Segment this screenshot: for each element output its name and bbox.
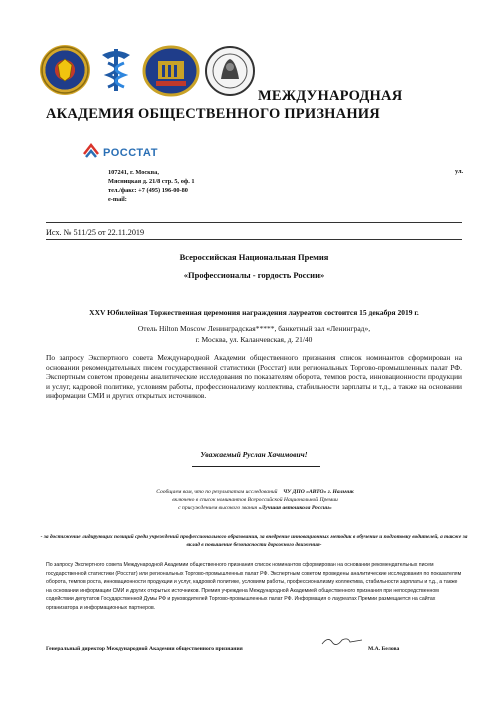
expert-council-paragraph: По запросу Экспертного совета Международной Академии общественного признания список номинантов сформирован на основании рекомендательных писем государственной статистики (Росстат) или региональных Торгово-промышленных палат РФ. Экспертным советом проведены аналитические исследования по показателям оборота, темпов роста, инновационности продукции и услуг, кадровой политике, условиям работы, профессионализму коллектива, стабильности зарплаты и т.д., а также на основании информации СМИ и других открытых источников. [46,353,462,400]
nomination-notice [60,488,450,512]
organization-name-line2: АКАДЕМИЯ ОБЩЕСТВЕННОГО ПРИЗНАНИЯ [46,106,380,122]
contact-street: Мясницкая д. 21/8 стр. 5, оф. 1 [108,178,195,185]
greeting: Уважаемый Руслан Хачимович! [200,450,308,459]
footer-paragraph: По запросу Экспертного совета Международной Академии общественного признания список номинантов сформирован на основании рекомендательных писем государственной статистики (Росстат) или региональных Торгово-промышленных палат РФ. Экспертным советом проведены аналитические исследования по показателям оборота, темпов роста, инновационности продукции и услуг, кадровой политике, условиям работы, профессионализму коллектива, стабильности зарплаты и т.д., а также на основании информации СМИ и других открытых источников. Премия учреждена Международной Академией общественного признания при непосредственном содействии депутатов Государственной Думы РФ и руководителей Торгово-промышленных палат РФ. Информация о лауреатах Премии размещается на сайтах организатора и информационных партнеров. [46,562,462,611]
professionals-emblem-icon [40,45,90,95]
prize-title: Всероссийская Национальная Премия [179,252,329,262]
notice-list-line: включено в список номинантов Всероссийской Национальной Премии [172,497,338,503]
contact-block [108,168,195,204]
venue-line2: г. Москва, ул. Каланчевская, д. 21/40 [195,335,313,344]
greeting-underline [192,466,320,467]
notice-intro: Сообщаем вам, что по результатам исследований [156,489,278,495]
signatory-title: Генеральный директор Международной Академии общественного признания [46,646,243,652]
outgoing-reference: Исх. № 511/25 от 22.11.2019 [46,228,145,237]
organization-name-line1: МЕЖДУНАРОДНАЯ [258,88,403,104]
signatory-name: М.А. Белова [368,646,400,652]
nominee-name: ЧУ ДПО «АВТО» г. Нальчик [283,489,354,495]
achievement-statement: - за достижение лидирующих позиций среди учреждений профессионального образования, за внедрение инновационных методик в обучение и подготовку водителей, а также за вклад в повышение безопасности дорожного движения- [40,534,468,548]
header-divider [46,222,462,223]
academy-seal-icon [204,45,256,97]
contact-street-prefix: ул. [455,168,464,175]
reference-divider [46,239,462,240]
medical-caduceus-emblem-icon [94,45,138,95]
awarded-title: «Лучшая автошкола России» [258,505,332,511]
contact-email: e-mail: [108,196,127,203]
contact-address: 107241, г. Москва, [108,169,159,176]
duma-emblem-icon [142,45,200,97]
rosstat-label: РОССТАТ [103,147,159,159]
ceremony-announcement: XXV Юбилейная Торжественная церемония награждения лауреатов состоится 15 декабря 2019 г. [89,308,419,317]
rosstat-icon [82,142,100,160]
rosstat-logo [82,142,158,160]
venue-line1: Отель Hilton Moscow Ленинградская*****, банкетный зал «Ленинград», [137,324,371,333]
notice-title-intro: с присуждением высокого звания [178,505,258,511]
prize-motto: «Профессионалы - гордость России» [183,270,325,280]
contact-phone: тел./факс: +7 (495) 196-00-80 [108,187,188,194]
